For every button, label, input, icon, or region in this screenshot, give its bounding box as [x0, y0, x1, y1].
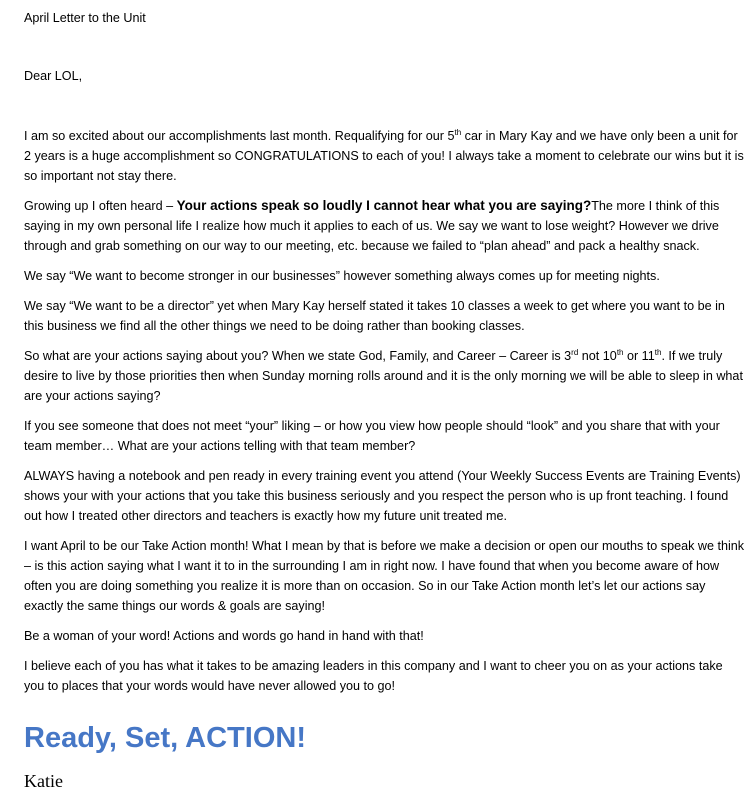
signature: Katie — [24, 771, 63, 791]
paragraph-7: ALWAYS having a notebook and pen ready in every training event you attend (Your Weekly Success Events are Training Events) shows your with your actions that you take this business seriously and you respect the person who is up front teaching. I found out how I treated other directors and teachers is exactly how my future unit treated me. — [24, 469, 741, 523]
document-title: April Letter to the Unit — [24, 11, 146, 25]
paragraph-4: We say “We want to be a director” yet when Mary Kay herself stated it takes 10 classes a week to get where you want to be in this business we find all the other things we need to be doing rather than booking classes. — [24, 299, 725, 333]
greeting: Dear LOL, — [24, 69, 83, 83]
paragraph-2: Growing up I often heard – Your actions speak so loudly I cannot hear what you are saying?The more I think of this saying in my own personal life I realize how much it applies to each of us. We say we want to lose weight? However we drive through and grab something on our way to our meeting, etc. because we failed to “plan ahead” and pack a healthy snack. — [24, 198, 720, 253]
closing-headline: Ready, Set, ACTION! — [24, 722, 306, 754]
paragraph-6: If you see someone that does not meet “your” liking – or how you view how people should “look” and you share that with your team member… What are your actions telling with that team member? — [24, 419, 720, 453]
paragraph-1: I am so excited about our accomplishments last month. Requalifying for our 5th car in Mary Kay and we have only been a unit for 2 years is a huge accomplishment so CONGRATULATIONS to each of you! I always take a moment to celebrate our wins but it is so important not stay there. — [24, 127, 744, 183]
letter-body — [24, 126, 746, 706]
paragraph-8: I want April to be our Take Action month! What I mean by that is before we make a decision or open our mouths to speak we think – is this action saying what I want it to in the surrounding I am in right now. I have found that when you become aware of how often you are doing something you realize it is more than on occasion. So in our Take Action month let’s let our actions say exactly the same things our words & goals are saying! — [24, 539, 745, 613]
paragraph-9: Be a woman of your word! Actions and words go hand in hand with that! — [24, 629, 424, 643]
paragraph-5: So what are your actions saying about you? When we state God, Family, and Career – Career is 3rd not 10th or 11th. If we truly desire to live by those priorities then when Sunday morning rolls around and it is the only morning we will be able to sleep in what are your actions saying? — [24, 347, 743, 403]
emphasis-quote: Your actions speak so loudly I cannot hear what you are saying? — [176, 198, 592, 213]
paragraph-10: I believe each of you has what it takes to be amazing leaders in this company and I want to cheer you on as your actions take you to places that your words would have never allowed you to go! — [24, 659, 723, 693]
paragraph-3: We say “We want to become stronger in our businesses” however something always comes up for meeting nights. — [24, 269, 660, 283]
